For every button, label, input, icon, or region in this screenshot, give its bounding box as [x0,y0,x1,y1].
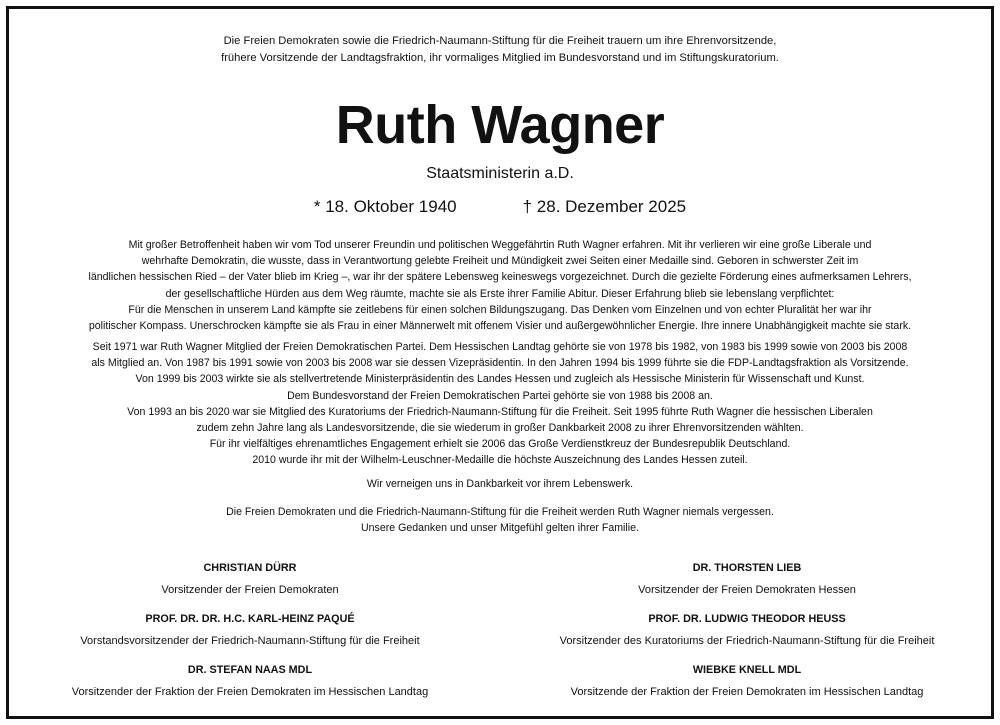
signatory-role: Vorsitzende der Fraktion der Freien Demokraten im Hessischen Landtag [570,686,924,698]
text-line: Seit 1971 war Ruth Wagner Mitglied der Freien Demokratischen Partei. Dem Hessischen Landtag gehörte sie von 1978 bis 1982, von 1983 bis 1999 sowie von 2003 bis 2008 [92,341,908,353]
text-line: Dem Bundesvorstand der Freien Demokratischen Partei gehörte sie von 1988 bis 2008 an. [287,389,713,402]
signatory-name: WIEBKE KNELL MDL [692,664,802,676]
text-line: Wir verneigen uns in Dankbarkeit vor ihrem Lebenswerk. [366,478,634,490]
signatory-role: Vorsitzender des Kuratoriums der Friedrich-Naumann-Stiftung für die Freiheit [559,635,935,647]
intro-line: frühere Vorsitzende der Landtagsfraktion, ihr vormaliges Mitglied im Bundesvorstand und im Stiftungskuratorium. [221,52,779,64]
text-line: Von 1993 an bis 2020 war sie Mitglied des Kuratoriums der Friedrich-Naumann-Stiftung für die Freiheit. Seit 1995 führte Ruth Wagner die hessischen Liberalen [127,405,873,418]
signatory-name: PROF. DR. DR. H.C. KARL-HEINZ PAQUÉ [145,613,355,625]
text-line: Für ihr vielfältiges ehrenamtliches Engagement erhielt sie 2006 das Große Verdienstkreuz der Bundesrepublik Deutschland. [209,438,791,451]
signature-block [15,662,485,700]
text-line: Mit großer Betroffenheit haben wir vom Tod unserer Freundin und politischen Weggefährtin Ruth Wagner erfahren. Mit ihr verlieren wir eine große Liberale und [128,239,872,251]
death-date: † 28. Dezember 2025 [522,197,687,216]
text-line: 2010 wurde ihr mit der Wilhelm-Leuschner-Medaille die höchste Auszeichnung des Landes Hessen zuteil. [252,454,748,467]
paragraph-career [20,339,980,469]
life-dates [0,196,1000,218]
text-line: Unsere Gedanken und unser Mitgefühl gelten ihrer Familie. [361,522,639,535]
signature-block [15,560,485,598]
signatory-name: PROF. DR. LUDWIG THEODOR HEUSS [648,613,846,625]
signatory-name: DR. THORSTEN LIEB [692,562,802,574]
text-line: wehrhafte Demokratin, die wusste, dass in Verantwortung gelebte Freiheit und Mündigkeit zwei Seiten einer Medaille sind. Geboren in schwerster Zeit im [141,255,859,268]
signature-block [15,611,485,649]
signatory-role: Vorstandsvorsitzender der Friedrich-Naumann-Stiftung für die Freiheit [80,635,420,647]
deceased-title: Staatsministerin a.D. [426,165,574,182]
signatory-name: CHRISTIAN DÜRR [203,562,297,574]
paragraph-gratitude [20,476,980,492]
text-line: Die Freien Demokraten und die Friedrich-Naumann-Stiftung für die Freiheit werden Ruth Wagner niemals vergessen. [226,506,774,518]
signatory-role: Vorsitzender der Freien Demokraten Hessen [638,584,856,596]
signatory-role: Vorsitzender der Fraktion der Freien Demokraten im Hessischen Landtag [71,686,429,698]
signature-block [512,560,982,598]
intro-line: Die Freien Demokraten sowie die Friedrich-Naumann-Stiftung für die Freiheit trauern um ihre Ehrenvorsitzende, [223,35,777,47]
text-line: zudem zehn Jahre lang als Landesvorsitzende, die sie wiederum in großer Dankbarkeit 2008 zu ihrer Ehrenvorsitzenden wählten. [196,422,804,435]
intro-text [0,33,1000,67]
text-line: als Mitglied an. Von 1987 bis 1991 sowie von 2003 bis 2008 war sie dessen Vizepräsidentin. In den Jahren 1994 bis 1999 führte sie die FDP-Landtagsfraktion als Vorsitzende. [91,357,909,370]
birth-date: * 18. Oktober 1940 [313,197,457,216]
text-line: ländlichen hessischen Ried – der Vater blieb im Krieg –, war ihr der spätere Lebensweg keineswegs vorgezeichnet. Durch die gezielte Förderung eines aufmerksamen Lehrers, [88,271,912,284]
text-line: der gesellschaftliche Hürden aus dem Weg räumte, machte sie als Erste ihrer Familie Abitur. Dieser Erfahrung blieb sie lebenslang verpflichtet: [165,287,835,300]
paragraph-tribute [20,237,980,334]
signatory-role: Vorsitzender der Freien Demokraten [161,584,339,596]
signature-block [512,611,982,649]
text-line: politischer Kompass. Unerschrocken kämpfte sie als Frau in einer Männerwelt mit offenem Visier und außergewöhnlicher Energie. Ihre innere Unabhängigkeit machte sie stark. [88,320,912,333]
text-line: Für die Menschen in unserem Land kämpfte sie zeitlebens für einen solchen Bildungszugang. Das Denken vom Einzelnen und von echter Pluralität her war ihr [128,303,872,316]
signatory-name: DR. STEFAN NAAS MDL [187,664,313,676]
paragraph-remembrance [20,504,980,536]
deceased-name: Ruth Wagner [335,95,665,155]
text-line: Von 1999 bis 2003 wirkte sie als stellvertretende Ministerpräsidentin des Landes Hessen und zugleich als Hessische Ministerin für Wissenschaft und Kunst. [135,373,865,386]
signature-block [512,662,982,700]
